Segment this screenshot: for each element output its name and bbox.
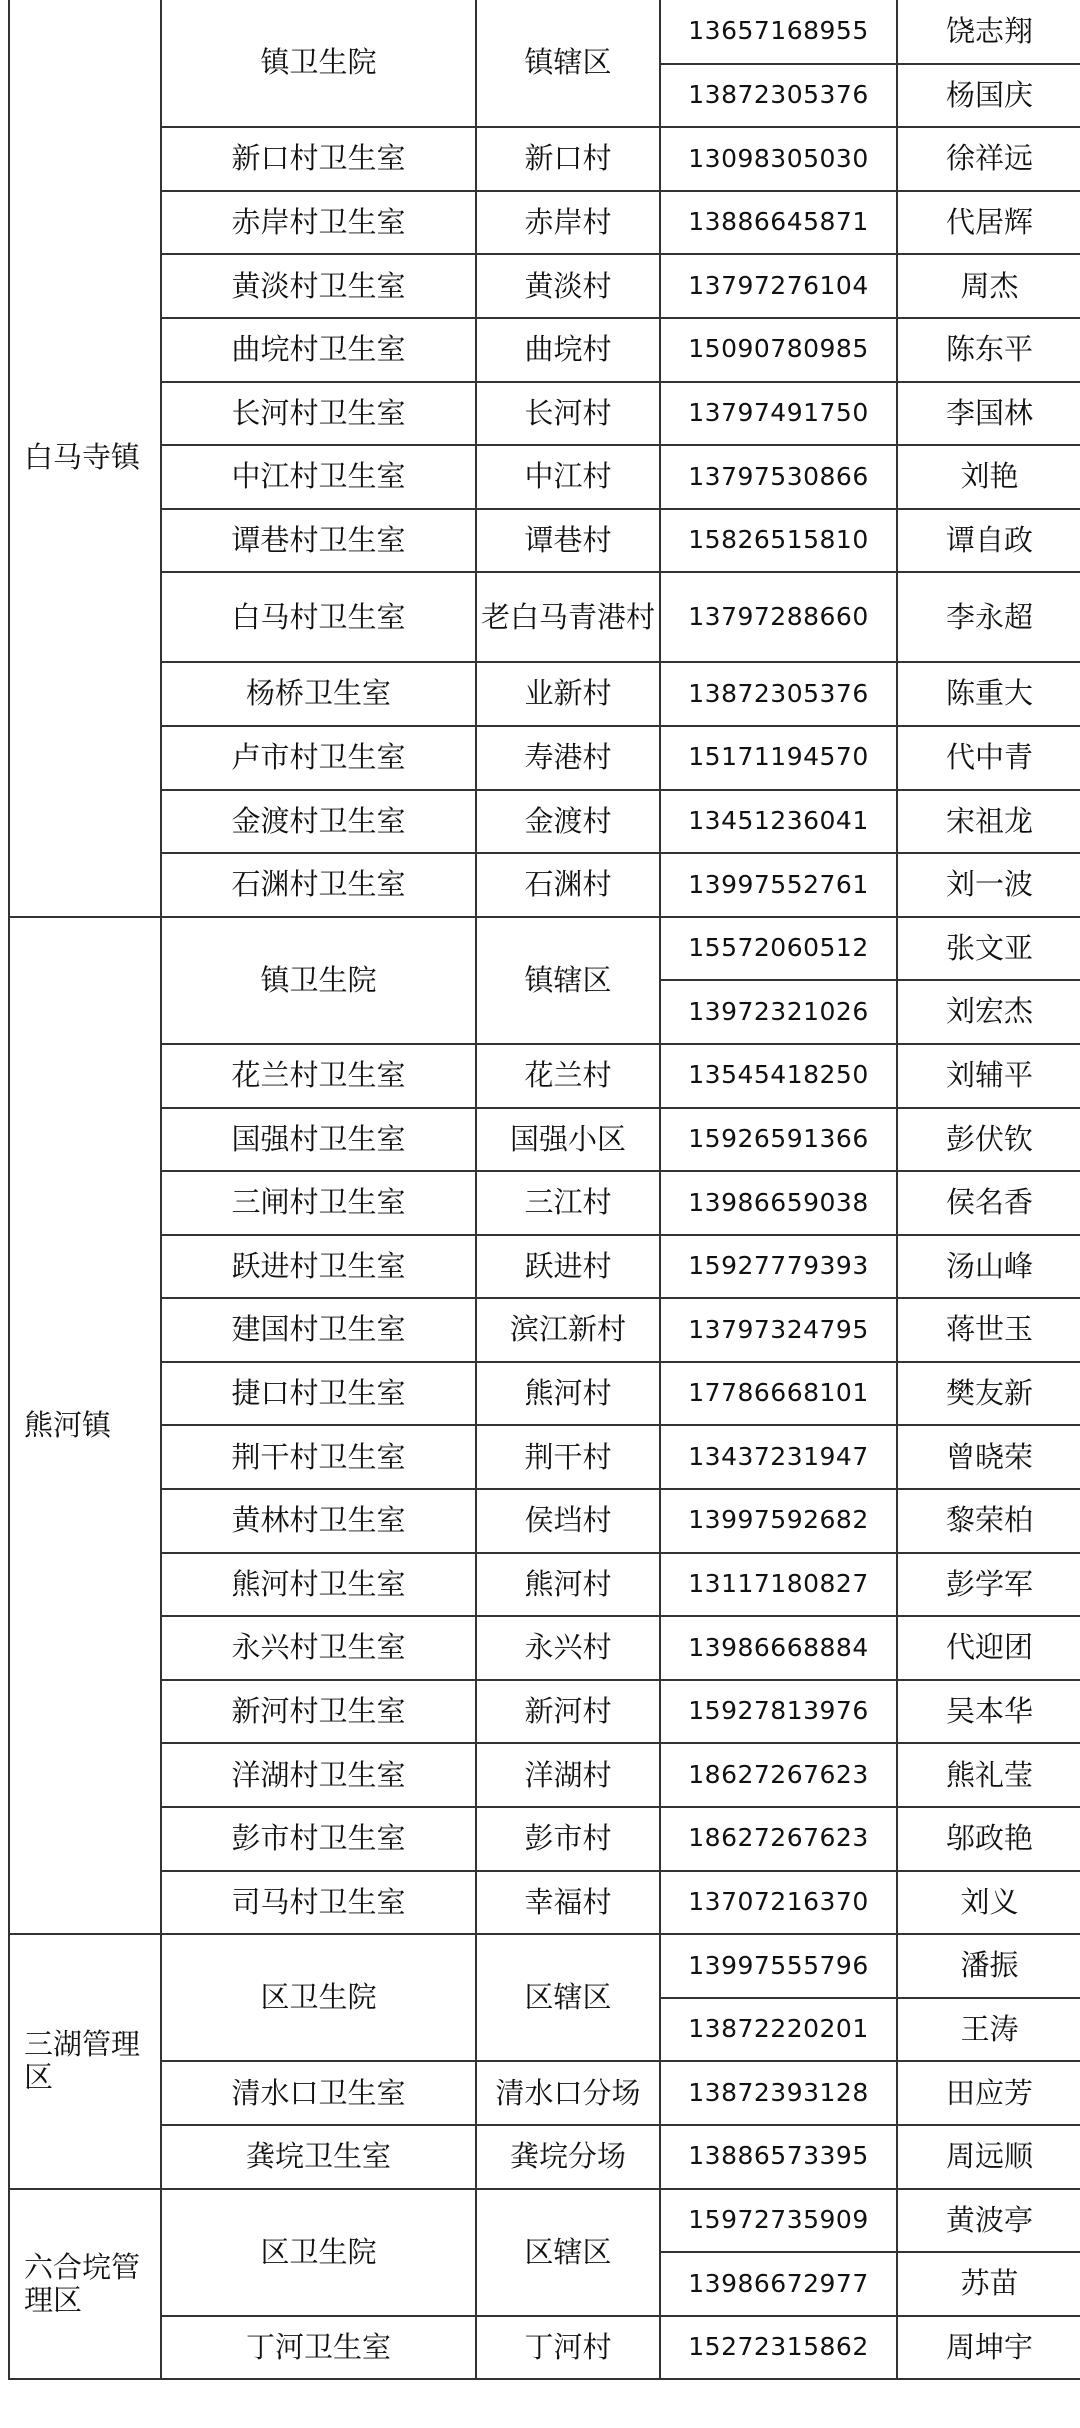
table-row — [9, 1871, 1080, 1935]
facility-name-cell: 石渊村卫生室 — [161, 853, 476, 917]
phone-number-cell: 15927779393 — [660, 1235, 897, 1299]
table-row — [9, 572, 1080, 662]
facility-name-cell: 区卫生院 — [161, 2189, 476, 2316]
phone-number-cell: 15572060512 — [660, 917, 897, 981]
town-name-cell: 三湖管理区 — [9, 1934, 161, 2188]
contact-person-cell: 汤山峰 — [897, 1235, 1080, 1299]
service-area-cell: 熊河村 — [476, 1553, 660, 1617]
service-area-cell: 石渊村 — [476, 853, 660, 917]
phone-number-cell: 13797276104 — [660, 254, 897, 318]
table-row — [9, 917, 1080, 981]
facility-name-cell: 黄林村卫生室 — [161, 1489, 476, 1553]
service-area-cell: 老白马青港村 — [476, 572, 660, 662]
facility-name-cell: 白马村卫生室 — [161, 572, 476, 662]
phone-number-cell: 18627267623 — [660, 1743, 897, 1807]
phone-number-cell: 13986659038 — [660, 1171, 897, 1235]
facility-name-cell: 新河村卫生室 — [161, 1680, 476, 1744]
contact-person-cell: 侯名香 — [897, 1171, 1080, 1235]
contact-person-cell: 蒋世玉 — [897, 1298, 1080, 1362]
contact-person-cell: 代居辉 — [897, 191, 1080, 255]
contact-person-cell: 熊礼莹 — [897, 1743, 1080, 1807]
contact-person-cell: 周杰 — [897, 254, 1080, 318]
table-row — [9, 1425, 1080, 1489]
contact-person-cell: 李国林 — [897, 382, 1080, 446]
table-row — [9, 2061, 1080, 2125]
phone-number-cell: 13657168955 — [660, 0, 897, 64]
contact-person-cell: 徐祥远 — [897, 127, 1080, 191]
phone-number-cell: 13797491750 — [660, 382, 897, 446]
phone-number-cell: 13872393128 — [660, 2061, 897, 2125]
contact-person-cell: 谭自政 — [897, 509, 1080, 573]
phone-number-cell: 15272315862 — [660, 2316, 897, 2380]
table-row — [9, 1553, 1080, 1617]
contact-person-cell: 陈重大 — [897, 662, 1080, 726]
service-area-cell: 金渡村 — [476, 790, 660, 854]
facility-name-cell: 建国村卫生室 — [161, 1298, 476, 1362]
phone-number-cell: 13545418250 — [660, 1044, 897, 1108]
phone-number-cell: 13886645871 — [660, 191, 897, 255]
service-area-cell: 丁河村 — [476, 2316, 660, 2380]
table-row — [9, 662, 1080, 726]
service-area-cell: 寿港村 — [476, 726, 660, 790]
table-row — [9, 509, 1080, 573]
table-row — [9, 0, 1080, 64]
table-row — [9, 1362, 1080, 1426]
service-area-cell: 花兰村 — [476, 1044, 660, 1108]
phone-number-cell: 13797530866 — [660, 445, 897, 509]
facility-name-cell: 丁河卫生室 — [161, 2316, 476, 2380]
phone-number-cell: 15972735909 — [660, 2189, 897, 2253]
contact-person-cell: 刘宏杰 — [897, 980, 1080, 1044]
facility-name-cell: 跃进村卫生室 — [161, 1235, 476, 1299]
contact-person-cell: 彭伏钦 — [897, 1108, 1080, 1172]
contact-person-cell: 曾晓荣 — [897, 1425, 1080, 1489]
facility-name-cell: 清水口卫生室 — [161, 2061, 476, 2125]
facility-name-cell: 谭巷村卫生室 — [161, 509, 476, 573]
table-row — [9, 1298, 1080, 1362]
facility-name-cell: 洋湖村卫生室 — [161, 1743, 476, 1807]
table-row — [9, 382, 1080, 446]
service-area-cell: 谭巷村 — [476, 509, 660, 573]
table-row — [9, 790, 1080, 854]
phone-number-cell: 13997552761 — [660, 853, 897, 917]
contact-person-cell: 刘艳 — [897, 445, 1080, 509]
contact-person-cell: 田应芳 — [897, 2061, 1080, 2125]
facility-name-cell: 曲垸村卫生室 — [161, 318, 476, 382]
phone-number-cell: 15171194570 — [660, 726, 897, 790]
contact-person-cell: 彭学军 — [897, 1553, 1080, 1617]
service-area-cell: 跃进村 — [476, 1235, 660, 1299]
contact-person-cell: 李永超 — [897, 572, 1080, 662]
service-area-cell: 业新村 — [476, 662, 660, 726]
phone-number-cell: 13707216370 — [660, 1871, 897, 1935]
service-area-cell: 新口村 — [476, 127, 660, 191]
contact-person-cell: 宋祖龙 — [897, 790, 1080, 854]
facility-name-cell: 镇卫生院 — [161, 917, 476, 1044]
service-area-cell: 侯垱村 — [476, 1489, 660, 1553]
phone-number-cell: 15826515810 — [660, 509, 897, 573]
town-name-cell: 白马寺镇 — [9, 0, 161, 917]
facility-name-cell: 赤岸村卫生室 — [161, 191, 476, 255]
table-row — [9, 1807, 1080, 1871]
phone-number-cell: 15927813976 — [660, 1680, 897, 1744]
facility-name-cell: 彭市村卫生室 — [161, 1807, 476, 1871]
phone-number-cell: 13997555796 — [660, 1934, 897, 1998]
service-area-cell: 新河村 — [476, 1680, 660, 1744]
contact-person-cell: 刘辅平 — [897, 1044, 1080, 1108]
facility-name-cell: 龚垸卫生室 — [161, 2125, 476, 2189]
facility-name-cell: 熊河村卫生室 — [161, 1553, 476, 1617]
facility-name-cell: 杨桥卫生室 — [161, 662, 476, 726]
table-row — [9, 2125, 1080, 2189]
service-area-cell: 彭市村 — [476, 1807, 660, 1871]
facility-name-cell: 捷口村卫生室 — [161, 1362, 476, 1426]
phone-number-cell: 13117180827 — [660, 1553, 897, 1617]
phone-number-cell: 13872220201 — [660, 1998, 897, 2062]
service-area-cell: 黄淡村 — [476, 254, 660, 318]
contact-person-cell: 代中青 — [897, 726, 1080, 790]
contact-person-cell: 樊友新 — [897, 1362, 1080, 1426]
facility-name-cell: 新口村卫生室 — [161, 127, 476, 191]
table-row — [9, 1616, 1080, 1680]
service-area-cell: 镇辖区 — [476, 0, 660, 127]
contact-person-cell: 苏苗 — [897, 2252, 1080, 2316]
phone-number-cell: 13986668884 — [660, 1616, 897, 1680]
phone-number-cell: 18627267623 — [660, 1807, 897, 1871]
phone-number-cell: 15090780985 — [660, 318, 897, 382]
service-area-cell: 曲垸村 — [476, 318, 660, 382]
town-name-cell: 六合垸管理区 — [9, 2189, 161, 2380]
table-row — [9, 1743, 1080, 1807]
phone-number-cell: 13451236041 — [660, 790, 897, 854]
table-row — [9, 1489, 1080, 1553]
service-area-cell: 荆干村 — [476, 1425, 660, 1489]
table-row — [9, 1235, 1080, 1299]
contact-person-cell: 代迎团 — [897, 1616, 1080, 1680]
service-area-cell: 幸福村 — [476, 1871, 660, 1935]
table-row — [9, 726, 1080, 790]
service-area-cell: 中江村 — [476, 445, 660, 509]
facility-name-cell: 长河村卫生室 — [161, 382, 476, 446]
service-area-cell: 永兴村 — [476, 1616, 660, 1680]
facility-name-cell: 中江村卫生室 — [161, 445, 476, 509]
facility-name-cell: 区卫生院 — [161, 1934, 476, 2061]
phone-number-cell: 13797324795 — [660, 1298, 897, 1362]
facility-name-cell: 国强村卫生室 — [161, 1108, 476, 1172]
service-area-cell: 镇辖区 — [476, 917, 660, 1044]
contact-person-cell: 饶志翔 — [897, 0, 1080, 64]
service-area-cell: 熊河村 — [476, 1362, 660, 1426]
service-area-cell: 清水口分场 — [476, 2061, 660, 2125]
service-area-cell: 洋湖村 — [476, 1743, 660, 1807]
table-row — [9, 1044, 1080, 1108]
contact-person-cell: 黄波亭 — [897, 2189, 1080, 2253]
phone-number-cell: 13098305030 — [660, 127, 897, 191]
service-area-cell: 赤岸村 — [476, 191, 660, 255]
facility-name-cell: 三闸村卫生室 — [161, 1171, 476, 1235]
phone-number-cell: 13986672977 — [660, 2252, 897, 2316]
table-row — [9, 1108, 1080, 1172]
phone-number-cell: 13872305376 — [660, 64, 897, 128]
facility-name-cell: 金渡村卫生室 — [161, 790, 476, 854]
facility-name-cell: 荆干村卫生室 — [161, 1425, 476, 1489]
table-row — [9, 2316, 1080, 2380]
facility-name-cell: 花兰村卫生室 — [161, 1044, 476, 1108]
phone-number-cell: 13797288660 — [660, 572, 897, 662]
facility-name-cell: 永兴村卫生室 — [161, 1616, 476, 1680]
table-row — [9, 853, 1080, 917]
contact-person-cell: 周远顺 — [897, 2125, 1080, 2189]
service-area-cell: 龚垸分场 — [476, 2125, 660, 2189]
contact-person-cell: 邬政艳 — [897, 1807, 1080, 1871]
contact-person-cell: 吴本华 — [897, 1680, 1080, 1744]
town-name-cell: 熊河镇 — [9, 917, 161, 1935]
service-area-cell: 国强小区 — [476, 1108, 660, 1172]
contact-person-cell: 张文亚 — [897, 917, 1080, 981]
contact-person-cell: 杨国庆 — [897, 64, 1080, 128]
table-row — [9, 1171, 1080, 1235]
facility-name-cell: 司马村卫生室 — [161, 1871, 476, 1935]
table-row — [9, 445, 1080, 509]
phone-number-cell: 17786668101 — [660, 1362, 897, 1426]
table-row — [9, 1934, 1080, 1998]
phone-number-cell: 13872305376 — [660, 662, 897, 726]
contact-person-cell: 周坤宇 — [897, 2316, 1080, 2380]
table-row — [9, 127, 1080, 191]
contact-person-cell: 潘振 — [897, 1934, 1080, 1998]
facility-name-cell: 镇卫生院 — [161, 0, 476, 127]
phone-number-cell: 13972321026 — [660, 980, 897, 1044]
table-row — [9, 318, 1080, 382]
service-area-cell: 区辖区 — [476, 2189, 660, 2316]
contact-person-cell: 陈东平 — [897, 318, 1080, 382]
contact-person-cell: 黎荣柏 — [897, 1489, 1080, 1553]
health-contact-table — [8, 0, 1080, 2380]
phone-number-cell: 13997592682 — [660, 1489, 897, 1553]
facility-name-cell: 卢市村卫生室 — [161, 726, 476, 790]
phone-number-cell: 13886573395 — [660, 2125, 897, 2189]
table-row — [9, 1680, 1080, 1744]
service-area-cell: 三江村 — [476, 1171, 660, 1235]
service-area-cell: 滨江新村 — [476, 1298, 660, 1362]
service-area-cell: 区辖区 — [476, 1934, 660, 2061]
table-row — [9, 191, 1080, 255]
service-area-cell: 长河村 — [476, 382, 660, 446]
table-row — [9, 254, 1080, 318]
facility-name-cell: 黄淡村卫生室 — [161, 254, 476, 318]
contact-person-cell: 王涛 — [897, 1998, 1080, 2062]
phone-number-cell: 15926591366 — [660, 1108, 897, 1172]
phone-number-cell: 13437231947 — [660, 1425, 897, 1489]
contact-person-cell: 刘义 — [897, 1871, 1080, 1935]
table-row — [9, 2189, 1080, 2253]
contact-person-cell: 刘一波 — [897, 853, 1080, 917]
